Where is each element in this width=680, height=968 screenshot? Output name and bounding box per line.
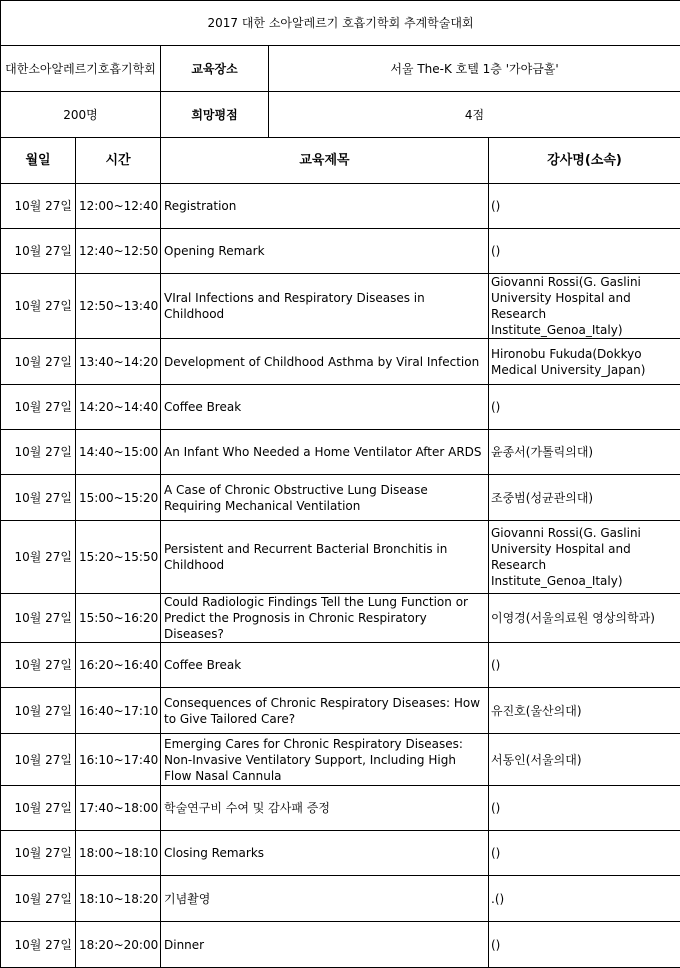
schedule-row	[1, 521, 680, 594]
row-speaker: 유진호(울산의대)	[489, 688, 680, 734]
schedule-row	[1, 229, 680, 274]
document-title: 2017 대한 소아알레르기 호흡기학회 추계학술대회	[1, 1, 680, 46]
row-time: 16:10~17:40	[76, 734, 161, 786]
header-time: 시간	[76, 138, 161, 184]
row-speaker: ()	[489, 385, 680, 430]
row-date: 10월 27일	[1, 385, 76, 430]
row-date: 10월 27일	[1, 594, 76, 643]
row-speaker: 조중범(성균관의대)	[489, 475, 680, 521]
row-date: 10월 27일	[1, 786, 76, 831]
row-time: 14:40~15:00	[76, 430, 161, 475]
organizer-cell: 대한소아알레르기호흡기학회	[1, 46, 161, 92]
row-date: 10월 27일	[1, 430, 76, 475]
schedule-row	[1, 274, 680, 339]
row-speaker: ()	[489, 184, 680, 229]
row-speaker: ()	[489, 643, 680, 688]
schedule-row	[1, 594, 680, 643]
row-time: 16:40~17:10	[76, 688, 161, 734]
row-date: 10월 27일	[1, 184, 76, 229]
row-speaker: Giovanni Rossi(G. Gaslini University Hospital and Research Institute_Genoa_Italy)	[489, 521, 680, 594]
schedule-row	[1, 688, 680, 734]
row-date: 10월 27일	[1, 922, 76, 968]
schedule-row	[1, 786, 680, 831]
row-date: 10월 27일	[1, 521, 76, 594]
row-time: 12:40~12:50	[76, 229, 161, 274]
row-topic: 기념촬영	[161, 876, 489, 922]
row-speaker: ()	[489, 786, 680, 831]
row-topic: Persistent and Recurrent Bacterial Bronchitis in Childhood	[161, 521, 489, 594]
row-speaker: ()	[489, 229, 680, 274]
row-speaker: ()	[489, 831, 680, 876]
row-speaker: ()	[489, 922, 680, 968]
points-label: 희망평점	[161, 92, 269, 138]
row-time: 12:00~12:40	[76, 184, 161, 229]
row-date: 10월 27일	[1, 475, 76, 521]
schedule-row	[1, 339, 680, 385]
row-topic: Registration	[161, 184, 489, 229]
row-topic: 학술연구비 수여 및 감사패 증정	[161, 786, 489, 831]
row-topic: Closing Remarks	[161, 831, 489, 876]
venue-label: 교육장소	[161, 46, 269, 92]
schedule-row	[1, 734, 680, 786]
row-time: 18:00~18:10	[76, 831, 161, 876]
row-time: 13:40~14:20	[76, 339, 161, 385]
row-time: 15:20~15:50	[76, 521, 161, 594]
row-date: 10월 27일	[1, 734, 76, 786]
row-time: 18:20~20:00	[76, 922, 161, 968]
schedule-row	[1, 475, 680, 521]
row-date: 10월 27일	[1, 643, 76, 688]
schedule-row	[1, 831, 680, 876]
row-date: 10월 27일	[1, 229, 76, 274]
row-speaker: .()	[489, 876, 680, 922]
row-date: 10월 27일	[1, 876, 76, 922]
schedule-row	[1, 922, 680, 968]
row-topic: VIral Infections and Respiratory Diseases in Childhood	[161, 274, 489, 339]
row-time: 18:10~18:20	[76, 876, 161, 922]
row-topic: Emerging Cares for Chronic Respiratory Diseases: Non-Invasive Ventilatory Support, Including High Flow Nasal Cannula	[161, 734, 489, 786]
header-speaker: 강사명(소속)	[489, 138, 680, 184]
row-time: 16:20~16:40	[76, 643, 161, 688]
capacity-cell: 200명	[1, 92, 161, 138]
row-topic: A Case of Chronic Obstructive Lung Disease Requiring Mechanical Ventilation	[161, 475, 489, 521]
row-speaker: 서동인(서울의대)	[489, 734, 680, 786]
row-speaker: Hironobu Fukuda(Dokkyo Medical University_Japan)	[489, 339, 680, 385]
row-date: 10월 27일	[1, 688, 76, 734]
row-topic: Coffee Break	[161, 643, 489, 688]
schedule-row	[1, 184, 680, 229]
venue-value: 서울 The-K 호텔 1층 '가야금홀'	[269, 46, 680, 92]
row-topic: Development of Childhood Asthma by Viral Infection	[161, 339, 489, 385]
header-date: 월일	[1, 138, 76, 184]
row-speaker: 이영경(서울의료원 영상의학과)	[489, 594, 680, 643]
row-time: 14:20~14:40	[76, 385, 161, 430]
schedule-row	[1, 643, 680, 688]
row-topic: Opening Remark	[161, 229, 489, 274]
row-topic: Dinner	[161, 922, 489, 968]
row-date: 10월 27일	[1, 339, 76, 385]
row-date: 10월 27일	[1, 831, 76, 876]
row-speaker: Giovanni Rossi(G. Gaslini University Hospital and Research Institute_Genoa_Italy)	[489, 274, 680, 339]
schedule-row	[1, 430, 680, 475]
row-speaker: 윤종서(가톨릭의대)	[489, 430, 680, 475]
row-topic: Could Radiologic Findings Tell the Lung Function or Predict the Prognosis in Chronic Respiratory Diseases?	[161, 594, 489, 643]
row-time: 12:50~13:40	[76, 274, 161, 339]
points-value: 4점	[269, 92, 680, 138]
row-date: 10월 27일	[1, 274, 76, 339]
row-topic: An Infant Who Needed a Home Ventilator After ARDS	[161, 430, 489, 475]
row-topic: Coffee Break	[161, 385, 489, 430]
row-topic: Consequences of Chronic Respiratory Diseases: How to Give Tailored Care?	[161, 688, 489, 734]
row-time: 17:40~18:00	[76, 786, 161, 831]
schedule-row	[1, 876, 680, 922]
schedule-row	[1, 385, 680, 430]
row-time: 15:50~16:20	[76, 594, 161, 643]
row-time: 15:00~15:20	[76, 475, 161, 521]
header-topic: 교육제목	[161, 138, 489, 184]
